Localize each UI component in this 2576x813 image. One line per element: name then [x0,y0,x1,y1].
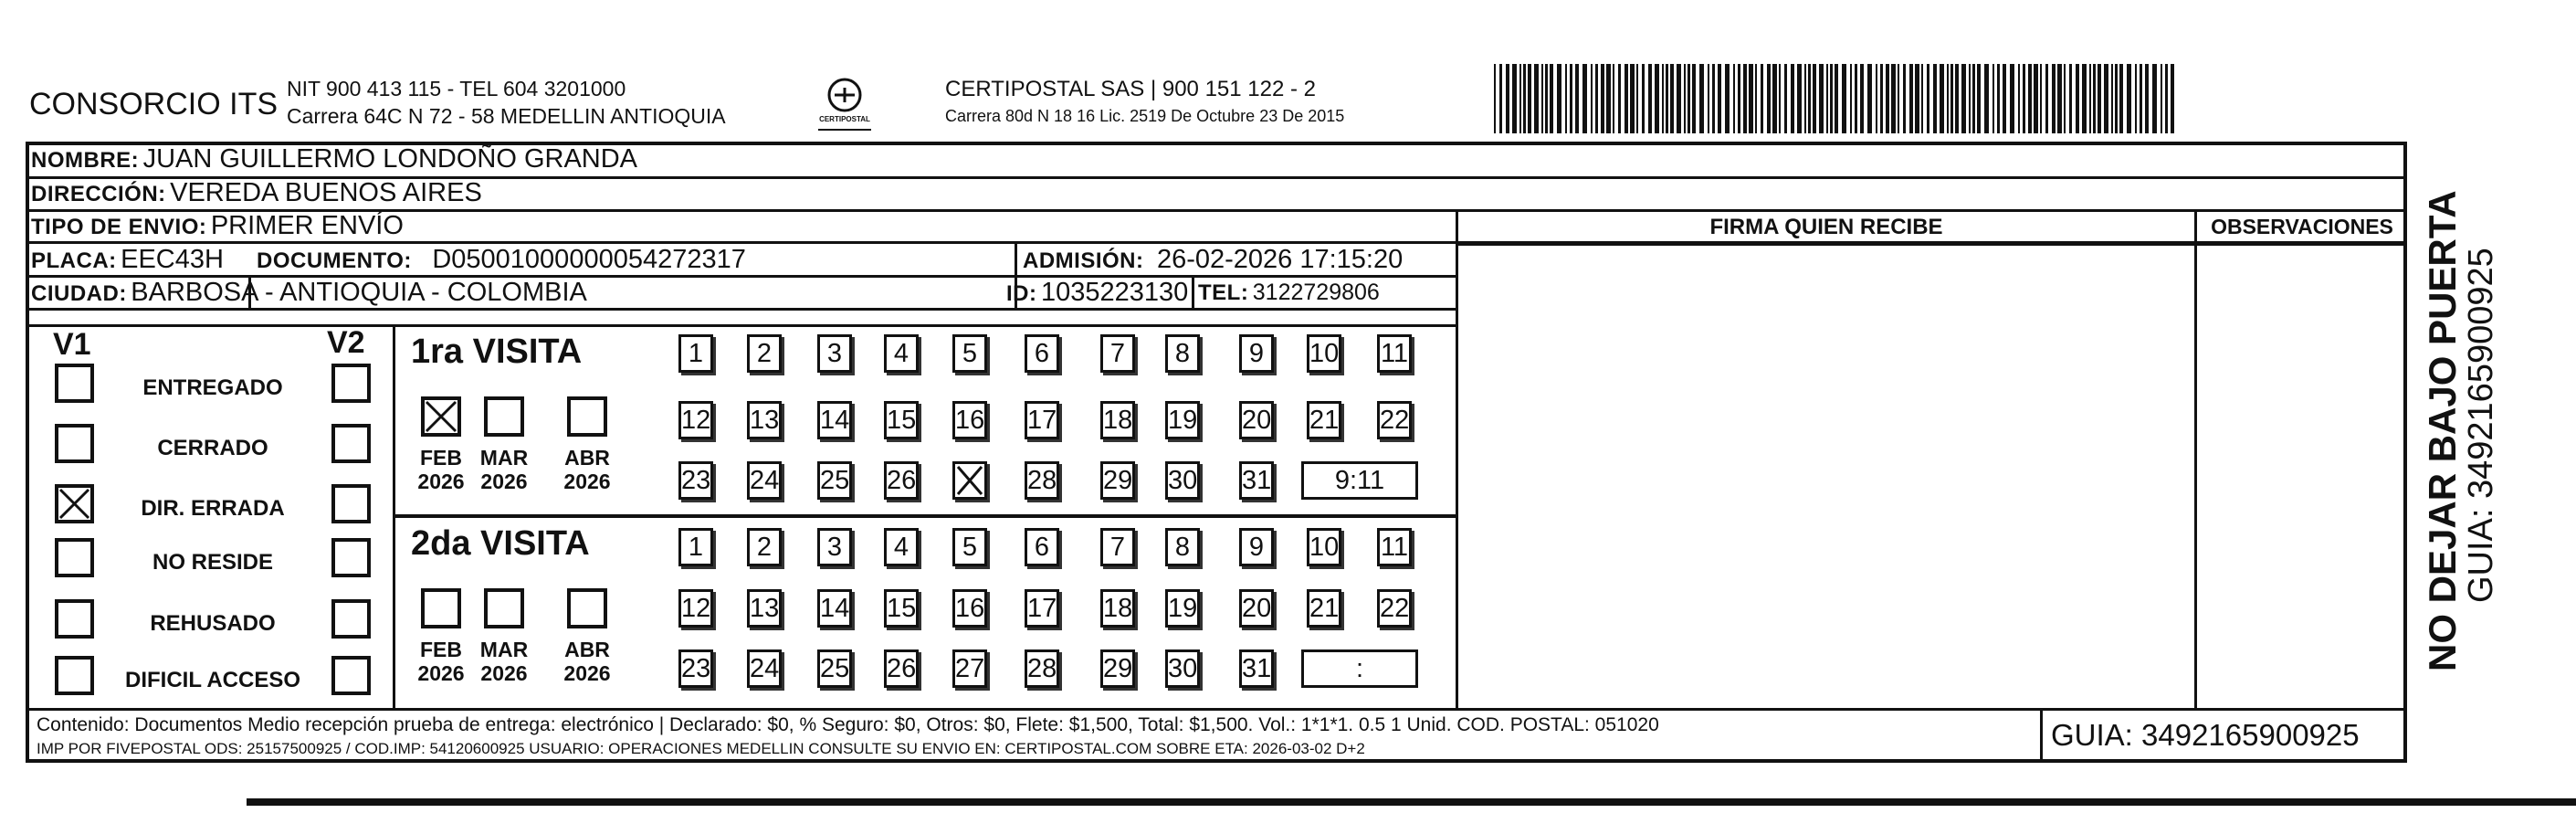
day-box[interactable]: 7 [1100,528,1135,566]
barcode-bar [1499,64,1502,133]
barcode-bar [1636,64,1638,133]
barcode-bar [1601,64,1604,133]
status-label: NO RESIDE [152,550,274,575]
status-label: ENTREGADO [142,375,283,400]
day-box[interactable]: 16 [952,589,987,628]
barcode-bar [1808,64,1811,133]
day-box[interactable]: 10 [1307,334,1341,373]
barcode-bar [2119,64,2123,133]
day-box[interactable]: 19 [1165,401,1200,439]
v2-checkbox[interactable] [331,484,371,523]
barcode-bar [1933,64,1937,133]
barcode-bar [1648,64,1652,133]
day-box[interactable]: 25 [817,461,852,500]
barcode-bar [2023,64,2025,133]
day-box[interactable]: 20 [1239,401,1274,439]
barcode-bar [1642,64,1645,133]
barcode-bar [1880,64,1883,133]
barcode-bar [1670,64,1674,133]
barcode-bar [1950,64,1953,133]
day-box[interactable]: 28 [1025,649,1059,688]
day-box[interactable]: 27 [952,649,987,688]
barcode-bar [1557,64,1561,133]
barcode-bar [1666,64,1668,133]
name-value: JUAN GUILLERMO LONDOÑO GRANDA [142,144,638,174]
day-box[interactable]: 2 [747,334,782,373]
day-box[interactable]: 20 [1239,589,1274,628]
day-box[interactable]: 24 [747,461,782,500]
month-label: MAR [479,638,529,661]
barcode-bar [1613,64,1614,133]
barcode-bar [1909,64,1913,133]
barcode-bar [1677,64,1681,133]
day-box[interactable]: 17 [1025,401,1059,439]
barcode-bar [1662,64,1664,133]
send-type-value: PRIMER ENVÍO [210,211,404,240]
month-check-mark [423,398,459,435]
barcode-bar [1984,64,1989,133]
v2-checkbox[interactable] [331,656,371,695]
barcode-bar [1876,64,1877,133]
barcode-bar [1618,64,1621,133]
month-checkbox[interactable] [484,396,524,437]
barcode-bar [1850,64,1852,133]
barcode-bar [1655,64,1659,133]
barcode-bar [1738,64,1740,133]
barcode-bar [1784,64,1787,133]
company-nit: NIT 900 413 115 - TEL 604 3201000 [287,77,626,100]
time-box[interactable]: : [1301,649,1418,688]
company-address: Carrera 64C N 72 - 58 MEDELLIN ANTIOQUIA [287,104,726,128]
day-box[interactable]: 9 [1239,528,1274,566]
barcode-bar [1804,64,1806,133]
day-box[interactable]: 10 [1307,528,1341,566]
address-row [31,178,482,208]
barcode-bar [1708,64,1709,133]
barcode-bar [2165,64,2168,133]
day-box[interactable]: 22 [1377,401,1412,439]
barcode-bar [2040,64,2042,133]
content-line: Contenido: Documentos Medio recepción prueba de entrega: electrónico | Declarado: $0, % Seguro: $0, Otros: $0, Flete: $1,500, Total: $1,500. Vol.: 1*1*1. 0.5 1 Unid. COD. POSTAL: 051020 [37,714,1659,735]
barcode-bar [1545,64,1548,133]
day-box[interactable]: 30 [1165,649,1200,688]
admission-row [1023,245,1403,275]
barcode-bar [1826,64,1828,133]
barcode-bar [1699,64,1704,133]
barcode-bar [2089,64,2091,133]
day-box[interactable]: 17 [1025,589,1059,628]
barcode-bar [2028,64,2032,133]
id-label: ID: [1006,281,1037,306]
barcode-bar [1791,64,1794,133]
status-label: REHUSADO [150,611,276,636]
side-guia: GUIA: 3492165900925 [2462,248,2500,603]
barcode-bar [2057,64,2062,133]
barcode-bar [1506,64,1509,133]
city-value: BARBOSA - ANTIOQUIA - COLOMBIA [131,278,587,307]
day-box[interactable]: 13 [747,401,782,439]
month-year: 2026 [563,661,611,685]
barcode-bar [2064,64,2066,133]
barcode-bar [2098,64,2101,133]
barcode-bar [1606,64,1611,133]
barcode-bar [2135,64,2137,133]
day-box[interactable]: 4 [884,528,919,566]
barcode-bar [1534,64,1539,133]
footer-guia: GUIA: 3492165900925 [2051,718,2360,752]
day-box[interactable]: 8 [1165,528,1200,566]
day-box[interactable]: 5 [952,334,987,373]
v1-checkbox[interactable] [55,656,94,695]
first-visit-title: 1ra VISITA [411,333,583,371]
day-box[interactable]: 16 [952,401,987,439]
barcode-bar [1570,64,1572,133]
month-year: 2026 [480,661,528,685]
barcode-bar [1749,64,1753,133]
day-box[interactable]: 6 [1025,334,1059,373]
admission-label: ADMISIÓN: [1023,248,1144,273]
barcode-bar [2171,64,2174,133]
barcode-bar [1565,64,1567,133]
month-label: MAR [479,446,529,470]
city-label: CIUDAD: [31,281,127,306]
barcode-bar [2003,64,2006,133]
day-box[interactable]: 23 [678,649,713,688]
day-box[interactable]: 9 [1239,334,1274,373]
day-box[interactable]: 3 [817,528,852,566]
barcode-bar [1688,64,1690,133]
v1-checkbox[interactable] [55,538,94,577]
send-type-row [31,211,404,241]
time-box[interactable]: 9:11 [1301,461,1418,500]
day-box[interactable]: 18 [1100,589,1135,628]
barcode-bar [1595,64,1598,133]
barcode-bar [2127,64,2131,133]
barcode-bar [1684,64,1686,133]
barcode-bar [1860,64,1864,133]
name-label: NOMBRE: [31,148,140,173]
day-box[interactable]: 4 [884,334,919,373]
barcode-bar [1830,64,1833,133]
barcode-bar [1512,64,1517,133]
barcode-bar [1891,64,1896,133]
barcode-bar [1550,64,1553,133]
month-checkbox[interactable] [567,588,607,628]
barcode-bar [2104,64,2108,133]
courier-name: CERTIPOSTAL SAS | 900 151 122 - 2 [945,77,1316,101]
day-box[interactable]: 2 [747,528,782,566]
barcode-bar [1718,64,1721,133]
month-label: FEB [420,638,462,661]
day-box[interactable]: 31 [1239,649,1274,688]
day-box[interactable]: 1 [678,528,713,566]
day-box[interactable]: 5 [952,528,987,566]
barcode-bar [1977,64,1981,133]
day-box[interactable]: 25 [817,649,852,688]
day-box[interactable]: 1 [678,334,713,373]
day-box[interactable]: 28 [1025,461,1059,500]
day-box[interactable]: 29 [1100,461,1135,500]
month-label: FEB [420,446,462,470]
month-label: ABR [564,638,610,661]
barcode-bar [2152,64,2157,133]
day-box[interactable]: 14 [817,589,852,628]
day-box[interactable]: 15 [884,589,919,628]
v1-check-mark [57,486,92,522]
barcode-bar [1867,64,1872,133]
month-year: 2026 [417,661,465,685]
document-label: DOCUMENTO: [257,248,412,273]
signature-header: FIRMA QUIEN RECIBE [1709,215,1943,239]
plate-value: EEC43H [121,245,224,274]
barcode-bar [1997,64,2000,133]
day-box[interactable]: 8 [1165,334,1200,373]
day-box[interactable]: 15 [884,401,919,439]
barcode-bar [2052,64,2056,133]
status-label: CERRADO [157,436,268,460]
barcode-bar [1712,64,1715,133]
day-box[interactable]: 26 [884,461,919,500]
barcode-bar [1528,64,1531,133]
barcode-bar [1835,64,1838,133]
barcode-bar [1630,64,1635,133]
barcode-bar [1813,64,1816,133]
barcode-bar [2093,64,2096,133]
company-name: CONSORCIO ITS [29,87,279,121]
barcode-bar [2010,64,2014,133]
day-box[interactable]: 26 [884,649,919,688]
barcode-bar [1855,64,1857,133]
barcode-bar [1755,64,1757,133]
barcode-bar [1915,64,1919,133]
day-box[interactable]: 11 [1377,334,1412,373]
barcode-bar [1903,64,1906,133]
plate-label: PLACA: [31,248,117,273]
month-year: 2026 [563,470,611,493]
barcode-bar [1947,64,1949,133]
imp-line: IMP POR FIVEPOSTAL ODS: 25157500925 / COD.IMP: 54120600925 USUARIO: OPERACIONES MEDELLIN CONSULTE SU ENVIO EN: CERTIPOSTAL.COM SOBRE ETA: 2026-03-02 D+2 [37,740,1365,757]
month-label: ABR [564,446,610,470]
status-label: DIFICIL ACCESO [124,668,300,692]
day-box[interactable]: 13 [747,589,782,628]
barcode-bar [2140,64,2142,133]
barcode-bar [1992,64,1994,133]
month-year: 2026 [480,470,528,493]
day-box[interactable]: 30 [1165,461,1200,500]
address-label: DIRECCIÓN: [31,182,166,206]
month-checkbox[interactable] [484,588,524,628]
barcode-bar [1819,64,1824,133]
second-visit-title: 2da VISITA [411,524,590,563]
v1-checkbox[interactable] [55,424,94,463]
v2-checkbox[interactable] [331,364,371,403]
barcode-bar [1523,64,1526,133]
barcode-bar [1494,64,1496,133]
status-label: DIR. ERRADA [141,496,285,521]
day-box[interactable]: 12 [678,401,713,439]
v1-checkbox[interactable] [55,599,94,639]
day-box[interactable]: 29 [1100,649,1135,688]
day-box[interactable]: 24 [747,649,782,688]
barcode-bar [1969,64,1971,133]
day-box[interactable]: 18 [1100,401,1135,439]
barcode [1494,64,2179,133]
v2-label: V2 [327,325,365,360]
barcode-bar [2111,64,2113,133]
day-box[interactable]: 14 [817,401,852,439]
day-box[interactable]: 21 [1307,401,1341,439]
name-row [31,144,637,174]
barcode-bar [1772,64,1777,133]
barcode-bar [1692,64,1696,133]
day-box[interactable]: 21 [1307,589,1341,628]
side-warning: NO DEJAR BAJO PUERTA [2421,190,2464,671]
address-value: VEREDA BUENOS AIRES [170,178,482,207]
certipostal-logo [811,75,878,139]
city-row [31,278,587,308]
document-row [257,245,746,275]
barcode-bar [1779,64,1781,133]
plate-row [31,245,224,275]
barcode-bar [1582,64,1587,133]
barcode-bar [1797,64,1802,133]
tel-value: 3122729806 [1252,280,1380,305]
day-box[interactable]: 3 [817,334,852,373]
id-value: 1035223130 [1040,278,1189,307]
day-box[interactable]: 19 [1165,589,1200,628]
barcode-bar [2045,64,2048,133]
observations-header: OBSERVACIONES [2211,215,2393,238]
month-year: 2026 [417,470,465,493]
barcode-bar [2034,64,2038,133]
barcode-bar [2082,64,2087,133]
barcode-bar [1921,64,1923,133]
v2-checkbox[interactable] [331,599,371,639]
day-box[interactable]: 11 [1377,528,1412,566]
barcode-bar [1972,64,1975,133]
day-box[interactable]: 22 [1377,589,1412,628]
barcode-bar [1927,64,1929,133]
courier-address: Carrera 80d N 18 16 Lic. 2519 De Octubre 23 De 2015 [945,107,1345,125]
barcode-bar [1743,64,1747,133]
tel-row [1198,280,1380,306]
barcode-bar [1898,64,1899,133]
barcode-bar [1955,64,1959,133]
barcode-bar [2115,64,2118,133]
barcode-bar [1842,64,1846,133]
barcode-bar [1575,64,1579,133]
tel-label: TEL: [1198,280,1249,305]
barcode-bar [2018,64,2020,133]
admission-value: 26-02-2026 17:15:20 [1156,245,1404,274]
barcode-bar [1541,64,1543,133]
month-checkbox[interactable] [421,588,461,628]
month-checkbox[interactable] [567,396,607,437]
barcode-bar [1940,64,1944,133]
barcode-bar [1725,64,1730,133]
day-box[interactable]: 23 [678,461,713,500]
day-box[interactable]: 12 [678,589,713,628]
document-value: D05001000000054272317 [432,245,746,274]
day-box[interactable]: 7 [1100,334,1135,373]
barcode-bar [1591,64,1593,133]
barcode-bar [1624,64,1628,133]
day-box[interactable]: 31 [1239,461,1274,500]
day-box[interactable]: 6 [1025,528,1059,566]
v1-checkbox[interactable] [55,364,94,403]
v1-label: V1 [53,327,91,362]
barcode-bar [1961,64,1966,133]
send-type-label: TIPO DE ENVIO: [31,215,207,239]
barcode-bar [1733,64,1735,133]
barcode-bar [1767,64,1771,133]
id-row [1006,278,1188,308]
barcode-bar [2161,64,2162,133]
barcode-bar [1761,64,1763,133]
v2-checkbox[interactable] [331,424,371,463]
barcode-bar [2145,64,2149,133]
barcode-bar [1886,64,1889,133]
logo-text: CERTIPOSTAL [819,115,870,123]
barcode-bar [1519,64,1521,133]
v2-checkbox[interactable] [331,538,371,577]
barcode-bar [2076,64,2079,133]
day-check-mark [954,463,985,498]
barcode-bar [2069,64,2072,133]
